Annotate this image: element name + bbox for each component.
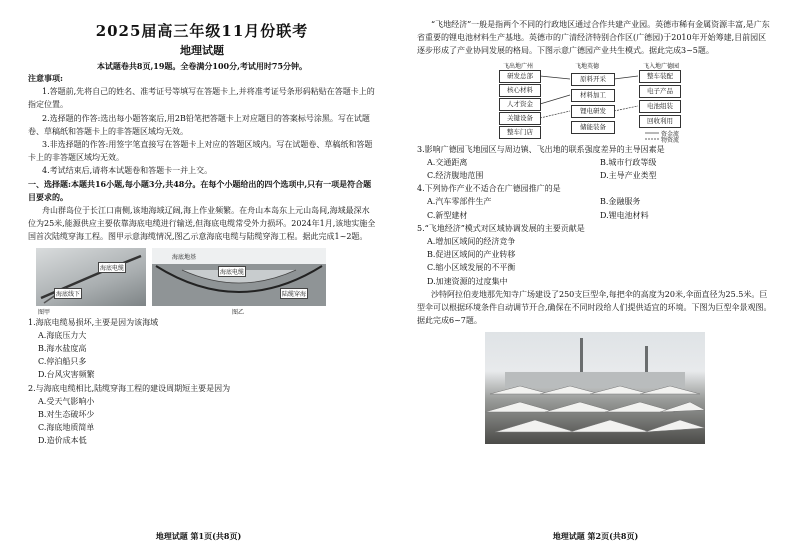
- q5-option-c[interactable]: C.缩小区域发展的不平衡: [427, 263, 516, 273]
- figure-b-tag-3: 陆缆穿海: [280, 288, 308, 299]
- diagram-col1-box-1: 研发总部: [499, 70, 541, 83]
- figure-a-tag-1: 海底电缆: [98, 262, 126, 273]
- figure-a-drawing: [36, 248, 146, 306]
- diagram-col1-box-5: 整车门店: [499, 126, 541, 139]
- q5-option-a[interactable]: A.增加区域间的经济竞争: [427, 237, 516, 247]
- q4-option-a[interactable]: A.汽车零部件生产: [427, 197, 492, 207]
- diagram-col2-header: 飞地英德: [575, 62, 600, 70]
- page-right: [397, 0, 794, 551]
- notice-1: 1.答题前,先将自己的姓名、准考证号等填写在答题卡上,并将准考证号条形码粘贴在答题卡上的指定位置。: [28, 87, 375, 110]
- umbrella-photo-drawing: [485, 332, 705, 444]
- diagram-col2-box-1: 原料开采: [571, 73, 615, 86]
- figure-b-label: 图乙: [232, 308, 245, 316]
- q1-option-c[interactable]: C.停泊船只多: [38, 357, 87, 367]
- diagram-col1-box-3: 人才资金: [499, 98, 541, 111]
- q3-options-row-1: [417, 156, 773, 169]
- diagram-col3-box-1: 整车装配: [639, 70, 681, 83]
- question-1: 1.海底电缆易损坏,主要是因为该海域: [28, 317, 159, 327]
- question-5: 5.“飞地经济”模式对区域协调发展的主要贡献是: [417, 223, 585, 233]
- umbrella-photo: [485, 332, 705, 444]
- subject-title: 地理试题: [180, 44, 224, 57]
- notice-3: 3.非选择题的作答:用签字笔直接写在答题卡上对应的答题区域内。写在试题卷、草稿纸和答题卡上的非答题区域均无效。: [28, 140, 373, 163]
- exam-meta: 本试题卷共8页,19题。全卷满分100分,考试用时75分钟。: [96, 61, 308, 71]
- q2-option-b[interactable]: B.对生态破坏少: [38, 410, 95, 420]
- question-3: 3.影响广德园飞地园区与周边镇、飞出地的联系强度差异的主导因素是: [417, 144, 665, 154]
- left-column: [28, 20, 376, 448]
- q2-option-a[interactable]: A.受天气影响小: [38, 396, 95, 406]
- notice-4: 4.考试结束后,请将本试题卷和答题卡一并上交。: [42, 166, 213, 176]
- q1-option-d[interactable]: D.台风灾害频繁: [38, 370, 95, 380]
- figures-1: [36, 248, 376, 316]
- figure-b: [152, 248, 326, 316]
- diagram-legend-2: 物资流: [661, 136, 680, 144]
- q4-option-d[interactable]: D.锂电池材料: [600, 210, 649, 220]
- passage-1: 舟山群岛位于长江口南侧,该地海域辽阔,海上作业频繁。在舟山本岛东上元山岛间,海域最深水位为25米,能源供应主要依靠海底电缆进行输送,但海底电缆常受外力损坏。2024年1月,该地实施全国首次陆缆穿海工程。图甲示意海缆情况,图乙示意海底电缆与陆缆穿海工程。据此完成1~2题。: [28, 206, 376, 242]
- figure-b-tag-2: 海底电缆: [218, 266, 246, 277]
- right-column: [417, 18, 773, 444]
- diagram-col1-box-2: 核心材料: [499, 84, 541, 97]
- q2-option-d[interactable]: D.造价成本低: [38, 436, 87, 446]
- q1-option-a[interactable]: A.海底压力大: [38, 330, 87, 340]
- q4-option-b[interactable]: B.金融服务: [600, 197, 641, 207]
- industry-diagram: [495, 61, 695, 144]
- notice-title: 注意事项:: [28, 73, 63, 83]
- q3-options-row-2: [417, 169, 773, 182]
- q1-option-b[interactable]: B.海水盐度高: [38, 344, 87, 354]
- diagram-col2-box-2: 材料加工: [571, 89, 615, 102]
- q2-option-c[interactable]: C.海底地质简单: [38, 423, 95, 433]
- q5-option-b[interactable]: B.促进区域间的产业转移: [427, 250, 516, 260]
- exam-title: 2025届高三年级11月份联考: [95, 22, 309, 40]
- left-footer: 地理试题 第1页(共8页): [155, 531, 242, 541]
- q5-option-d[interactable]: D.加速资源的过度集中: [427, 276, 508, 286]
- diagram-col3-box-3: 电池组装: [639, 100, 681, 113]
- q3-option-a[interactable]: A.交通距离: [427, 157, 468, 167]
- section-1-heading: 一、选择题:本题共16小题,每小题3分,共48分。在每个小题给出的四个选项中,只有一项是符合题目要求的。: [28, 178, 372, 202]
- figure-a: [36, 248, 146, 316]
- diagram-col2-box-3: 锂电研发: [571, 105, 615, 118]
- q4-option-c[interactable]: C.新型建材: [427, 210, 468, 220]
- diagram-legend-1: 资金流: [661, 130, 680, 138]
- passage-2: “飞地经济”一般是指两个不同的行政地区通过合作共建产业园。英德市稀有金属资源丰富,是广东省重要的锂电池材料生产基地。英德市的广清经济特别合作区(广德园)于2010年开始筹建,目前园区逐步形成了产业协同发展的格局。下图示意广德园产业共生模式。据此完成3~5题。: [417, 20, 770, 56]
- q3-option-b[interactable]: B.城市行政等级: [600, 157, 657, 167]
- diagram-col3-box-4: 回收利用: [639, 115, 681, 128]
- q4-options-row-1: [417, 195, 773, 208]
- diagram-col1-box-4: 关键设备: [499, 112, 541, 125]
- question-4: 4.下列协作产业不适合在广德园推广的是: [417, 184, 561, 194]
- q3-option-d[interactable]: D.主导产业类型: [600, 171, 657, 181]
- figure-a-tag-2: 海底线下: [54, 288, 82, 299]
- diagram-col1-header: 飞出地广州: [503, 62, 534, 70]
- diagram-col3-box-2: 电子产品: [639, 85, 681, 98]
- notice-2: 2.选择题的作答:选出每小题答案后,用2B铅笔把答题卡上对应题目的答案标号涂黑。写在试题卷、草稿纸和答题卡上的非答题区域均无效。: [28, 113, 370, 136]
- figure-b-tag-1: 海底地基: [172, 253, 197, 261]
- diagram-col3-header: 飞入地广德园: [643, 62, 680, 70]
- diagram-col2-box-4: 储能装备: [571, 121, 615, 134]
- q4-options-row-2: [417, 209, 773, 222]
- figure-a-label: 图甲: [38, 308, 51, 316]
- q3-option-c[interactable]: C.经济腹地范围: [427, 171, 484, 181]
- question-2: 2.与海底电缆相比,陆缆穿海工程的建设周期短主要是因为: [28, 383, 231, 393]
- passage-3: 沙特阿拉伯麦地那先知寺广场建设了250支巨型伞,每把伞的高度为20米,伞面直径为25.5米。巨型伞可以根据环境条件自动调节开合,确保在不同时段给人们提供适宜的环境。下图为巨型伞景观图。据此完成6~7题。: [417, 289, 772, 326]
- right-footer: 地理试题 第2页(共8页): [552, 531, 639, 541]
